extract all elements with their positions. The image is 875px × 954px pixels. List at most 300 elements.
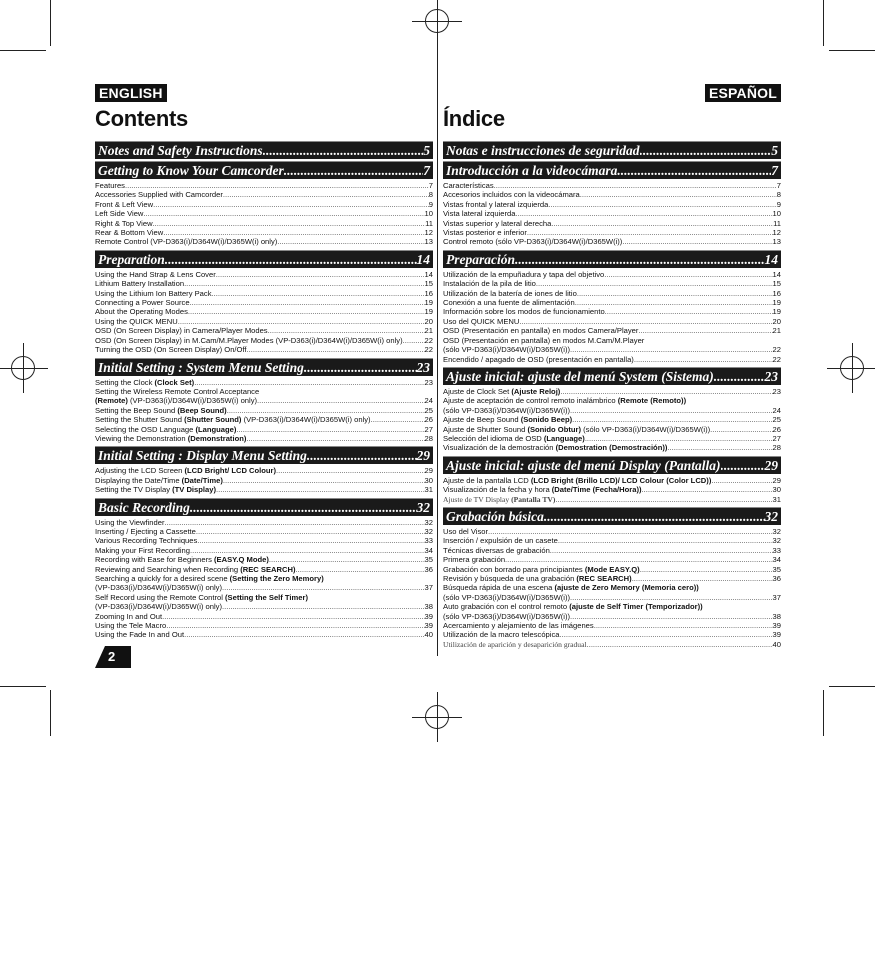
section-page: 23 [764,368,778,384]
toc-entry[interactable] [95,425,433,434]
entry-text [95,630,184,639]
crop-mark [823,0,824,46]
section-heading[interactable] [443,456,781,474]
entry-page: 39 [772,621,781,631]
toc-entry[interactable] [443,640,781,649]
toc-entry[interactable] [95,270,433,279]
entry-label: Reviewing and Searching when Recording [95,564,241,574]
toc-entry[interactable] [443,355,781,364]
entry-text [95,425,236,434]
leader-dots [711,476,772,485]
entry-page: 24 [424,396,433,406]
toc-entry[interactable] [443,228,781,237]
entry-text [443,536,558,545]
leader-dots [570,593,773,602]
entry-text [443,355,634,364]
toc-entry[interactable] [443,209,781,218]
entry-label: Vistas posterior e inferior [443,228,527,238]
entry-text [443,555,505,564]
leader-dots [494,181,777,190]
entry-label: Control remoto (sólo VP-D363(i)/D364W(i)/D365W(i)) [443,237,623,247]
entry-page: 20 [424,316,433,326]
entry-bold: (LCD Bright/ LCD Colour) [184,466,277,476]
leader-dots [560,387,772,396]
entry-label: Vista lateral izquierda [443,209,516,219]
section-page: 23 [416,359,430,375]
entry-page: 23 [772,386,781,396]
toc-entry[interactable] [95,209,433,218]
entry-text [95,602,222,611]
leader-dots [190,546,425,555]
toc-entry[interactable] [443,406,781,415]
entry-label: Zooming In and Out [95,611,163,621]
entry-page: 31 [772,494,781,504]
entry-text [95,527,196,536]
entry-text [95,434,246,443]
toc-entry[interactable] [443,289,781,298]
entry-bold: (Mode EASY.Q) [584,564,640,574]
leader-dots [178,317,425,326]
leader-dots [277,237,424,246]
toc-entry[interactable] [95,387,433,396]
entry-label: Revisión y búsqueda de una grabación [443,574,577,583]
entry-text [95,612,162,621]
toc-entry[interactable] [443,345,781,354]
entry-text [443,336,644,345]
leader-dots [276,466,425,475]
toc-entry[interactable] [95,326,433,335]
toc-entry[interactable] [95,307,433,316]
entry-text [443,270,604,279]
leader-dots [236,425,424,434]
entry-page: 28 [424,433,433,443]
entry-page: 32 [424,526,433,536]
entry-text [95,181,125,190]
entry-label: (VP-D363(i)/D364W(i)/D365W(i) only) [95,602,223,612]
entry-label: Various Recording Techniques [95,536,198,546]
entry-label: Ajuste de la pantalla LCD [443,475,531,485]
entry-page: 32 [772,536,781,546]
entry-label: Utilización de la batería de iones de litio [443,288,577,298]
entry-text [443,485,642,494]
entry-list [443,525,781,650]
entry-label: Right & Top View [95,218,153,228]
entry-text [95,621,166,630]
entry-page: 13 [424,237,433,247]
entry-text [443,476,711,485]
entry-page: 16 [424,288,433,298]
toc-entry[interactable] [95,565,433,574]
entry-label: Técnicas diversas de grabación [443,545,550,555]
entry-page: 9 [776,199,781,209]
entry-label: Acercamiento y alejamiento de las imágenes [443,621,594,631]
toc-entry[interactable] [95,336,433,345]
entry-page: 8 [428,190,433,200]
entry-text [443,495,555,504]
entry-text [443,546,550,555]
entry-label: Displaying the Date/Time [95,475,182,485]
toc-entry[interactable] [95,518,433,527]
toc-entry[interactable] [443,527,781,536]
toc-entry[interactable] [95,237,433,246]
entry-text [443,200,548,209]
leader-dots [304,359,417,376]
toc-entry[interactable] [443,621,781,630]
toc-entry[interactable] [443,396,781,405]
entry-text [95,536,197,545]
leader-dots [222,583,425,592]
entry-bold: (Date/Time (Fecha/Hora)) [551,485,642,495]
entry-list [443,268,781,365]
entry-text [443,307,605,316]
entry-page: 24 [772,405,781,415]
leader-dots [575,298,773,307]
toc-entry[interactable] [95,228,433,237]
crop-mark [823,690,824,736]
entry-label: Características [443,181,494,190]
entry-page: 11 [773,218,781,228]
entry-page: 23 [424,377,433,387]
toc-entry[interactable] [95,546,433,555]
section-title: Initial Setting : Display Menu Setting [98,448,307,464]
toc-entry[interactable] [95,415,433,424]
section-heading[interactable] [443,507,781,525]
entry-text [95,406,227,415]
toc-entry[interactable] [443,219,781,228]
entry-page: 7 [428,181,433,190]
leader-dots [223,476,425,485]
registration-mark [425,705,449,729]
entry-text [95,298,190,307]
toc-entry[interactable] [95,630,433,639]
entry-bold: (Pantalla TV) [511,494,556,504]
entry-bold: (Demonstration) [187,433,247,443]
leader-dots [548,200,776,209]
entry-text [443,434,585,443]
entry-bold: (LCD Bright (Brillo LCD)/ LCD Colour (Color LCD)) [530,475,712,485]
toc-entry[interactable] [95,485,433,494]
entry-label: Setting the Wireless Remote Control Acceptance [95,386,260,396]
section-page: 29 [416,448,430,464]
section-heading[interactable] [95,141,433,159]
toc-entry[interactable] [95,298,433,307]
entry-list [95,516,433,641]
leader-dots [216,485,425,494]
toc-entry[interactable] [443,555,781,564]
section-page: 14 [416,251,430,267]
toc-entry[interactable] [443,326,781,335]
entry-bold: (ajuste de Self Timer (Temporizador)) [569,602,703,612]
leader-dots [269,555,425,564]
entry-label: Vistas superior y lateral derecha [443,218,552,228]
entry-label: Utilización de aparición y desaparición gradual [443,639,587,649]
entry-bold: (Sonido Obtur) [527,424,582,434]
leader-dots [667,443,772,452]
entry-label: (VP-D363(i)/D364W(i)/D365W(i) only) [127,396,258,406]
entry-label: Setting the Shutter Sound [95,415,185,425]
leader-dots [527,228,773,237]
entry-text [95,555,269,564]
leader-dots [515,209,772,218]
section-title: Preparación [446,251,515,267]
toc-entry[interactable] [443,476,781,485]
toc-entry[interactable] [95,345,433,354]
entry-label: Setting the Beep Sound [95,405,178,415]
toc-entry[interactable] [443,443,781,452]
leader-dots [371,415,425,424]
entry-page: 19 [772,307,781,317]
entry-bold: (Ajuste Reloj) [511,386,561,396]
toc-entry[interactable] [443,270,781,279]
section-page: 5 [771,143,778,158]
leader-dots [163,228,424,237]
leader-dots [212,289,425,298]
toc-entry[interactable] [443,546,781,555]
entry-text [443,317,519,326]
entry-label: Utilización de la macro telescópica [443,630,560,640]
leader-dots [257,396,425,405]
entry-page: 29 [772,475,781,485]
leader-dots [634,355,773,364]
entry-bold: (TV Display) [172,485,216,495]
entry-text [443,602,703,611]
toc-entry[interactable] [95,317,433,326]
section-heading[interactable] [443,161,781,179]
section-heading[interactable] [443,141,781,159]
entry-bold: (Language) [543,433,585,443]
leader-dots [268,326,425,335]
entry-page: 32 [424,517,433,527]
entry-label: Left Side View [95,209,144,219]
leader-dots [125,181,429,190]
toc-entry[interactable] [95,378,433,387]
leader-dots [216,270,425,279]
entry-list [95,179,433,248]
toc-entry[interactable] [95,602,433,611]
toc-entry[interactable] [95,279,433,288]
entry-list [443,179,781,248]
entry-text [443,298,575,307]
entry-label: Uso del QUICK MENU [443,316,520,326]
section-heading[interactable] [95,161,433,179]
entry-page: 21 [772,326,781,336]
entry-bold: (ajuste de Zero Memory (Memoria cero)) [554,583,699,593]
toc-entry[interactable] [443,425,781,434]
leader-dots [638,326,772,335]
leader-dots [190,298,425,307]
entry-page: 31 [424,485,433,495]
entry-label: Setting the Clock [95,377,155,387]
toc-entry[interactable] [95,200,433,209]
entry-text [95,583,222,592]
toc-entry[interactable] [95,574,433,583]
entry-text [95,317,178,326]
leader-dots [165,251,417,268]
leader-dots [143,209,424,218]
registration-mark [11,356,35,380]
entry-label: OSD (Presentación en pantalla) en modos M.Cam/M.Player [443,335,645,345]
toc-entry[interactable] [95,621,433,630]
leader-dots [190,499,417,516]
toc-entry[interactable] [95,555,433,564]
entry-label: Grabación con borrado para principiantes [443,564,585,574]
entry-label: Visualización de la demostración [443,443,556,453]
toc-entry[interactable] [95,583,433,592]
entry-bold: (Date/Time) [181,475,223,485]
toc-entry[interactable] [443,495,781,504]
section-heading[interactable] [95,498,433,516]
section-page: 5 [423,143,430,158]
toc-entry[interactable] [443,415,781,424]
toc-entry[interactable] [443,307,781,316]
toc-entry[interactable] [95,466,433,475]
toc-entry[interactable] [443,602,781,611]
leader-dots [166,621,424,630]
toc-entry[interactable] [443,181,781,190]
entry-label: Ajuste de TV Display [443,494,512,504]
toc-entry[interactable] [443,434,781,443]
entry-text [95,228,163,237]
entry-page: 38 [772,611,781,621]
entry-text [95,518,165,527]
toc-entry[interactable] [443,279,781,288]
section-title: Notas e instrucciones de seguridad [446,143,640,158]
entry-label: Using the QUICK MENU [95,316,178,326]
leader-dots [572,415,772,424]
entry-label: (VP-D363(i)/D364W(i)/D365W(i) only) [95,583,223,593]
entry-label: Ajuste de Shutter Sound [443,424,528,434]
entry-label: Auto grabación con el control remoto [443,602,570,612]
leader-dots [570,345,773,354]
toc-entry[interactable] [443,583,781,592]
entry-label: Accessories Supplied with Camcorder [95,190,223,200]
toc-entry[interactable] [95,219,433,228]
leader-dots [536,279,773,288]
section-title: Preparation [98,251,165,267]
leader-dots [162,612,424,621]
toc-entry[interactable] [443,536,781,545]
entry-page: 35 [424,555,433,565]
entry-text [95,336,403,345]
entry-text [95,476,223,485]
section-title: Initial Setting : System Menu Setting [98,359,304,375]
entry-list [95,464,433,495]
crop-mark [0,686,46,687]
entry-page: 40 [772,639,781,649]
entry-text [443,406,570,415]
toc-entry[interactable] [443,485,781,494]
section-heading[interactable] [95,446,433,464]
section-page: 14 [764,251,778,267]
entry-label: Using the Hand Strap & Lens Cover [95,269,216,279]
toc-entry[interactable] [443,200,781,209]
entry-list [443,474,781,505]
entry-page: 28 [772,443,781,453]
toc-entry[interactable] [95,406,433,415]
section-heading[interactable] [443,250,781,268]
entry-text [443,396,686,405]
toc-entry[interactable] [443,298,781,307]
toc-entry[interactable] [443,630,781,639]
leader-dots [642,485,773,494]
toc-entry[interactable] [95,289,433,298]
entry-text [443,621,594,630]
toc-entry[interactable] [95,190,433,199]
page-number: 2 [108,649,116,664]
entry-text [95,396,257,405]
entry-page: 33 [424,536,433,546]
entry-page: 25 [424,405,433,415]
entry-text [95,466,276,475]
leader-dots [519,317,772,326]
section-heading[interactable] [95,358,433,376]
toc-entry[interactable] [443,317,781,326]
toc-entry[interactable] [443,387,781,396]
entry-label: Turning the OSD (On Screen Display) On/Off [95,345,247,355]
entry-label: OSD (Presentación en pantalla) en modos Camera/Player [443,326,639,336]
leader-dots [551,219,773,228]
entry-label: Primera grabación [443,555,506,565]
toc-entry[interactable] [443,593,781,602]
toc-entry[interactable] [443,565,781,574]
entry-bold: (EASY.Q Mode) [214,555,269,565]
entry-page: 12 [424,228,433,238]
entry-text [443,425,710,434]
section-title: Introducción a la videocámara [446,163,618,178]
entry-label: (sólo VP-D363(i)/D364W(i)/D365W(i)) [443,611,571,621]
toc-entry[interactable] [95,536,433,545]
entry-suffix: (VP-D363(i)/D364W(i)/D365W(i) only) [241,415,371,425]
entry-label: Inserción / expulsión de un casete [443,536,558,546]
toc-entry[interactable] [443,237,781,246]
section-heading[interactable] [443,367,781,385]
entry-label: Encendido / apagado de OSD (presentación en pantalla) [443,354,634,364]
entry-page: 15 [772,279,781,289]
section-heading[interactable] [95,250,433,268]
entry-label: Accesorios incluidos con la videocámara [443,190,580,200]
toc-entry[interactable] [443,336,781,345]
toc-entry[interactable] [95,434,433,443]
toc-entry[interactable] [443,190,781,199]
toc-entry[interactable] [95,181,433,190]
entry-bold: (Setting the Zero Memory) [229,574,324,583]
leader-dots [558,536,773,545]
leader-dots [284,162,423,179]
leader-dots [263,142,424,159]
entry-bold: (Shutter Sound) [184,415,242,425]
entry-text [443,209,515,218]
toc-entry[interactable] [95,527,433,536]
leader-dots [196,527,425,536]
toc-entry[interactable] [443,612,781,621]
entry-text [443,326,638,335]
toc-entry[interactable] [443,574,781,583]
leader-dots [721,457,765,474]
entry-page: 7 [776,181,781,190]
table-of-contents [443,139,781,650]
toc-entry[interactable] [95,476,433,485]
leader-dots [247,345,425,354]
leader-dots [587,640,773,649]
toc-entry[interactable] [95,593,433,602]
toc-entry[interactable] [95,612,433,621]
entry-text [95,279,184,288]
entry-page: 30 [424,475,433,485]
leader-dots [544,508,765,525]
toc-entry[interactable] [95,396,433,405]
entry-label: Ajuste de Beep Sound [443,415,521,425]
entry-page: 40 [424,630,433,640]
